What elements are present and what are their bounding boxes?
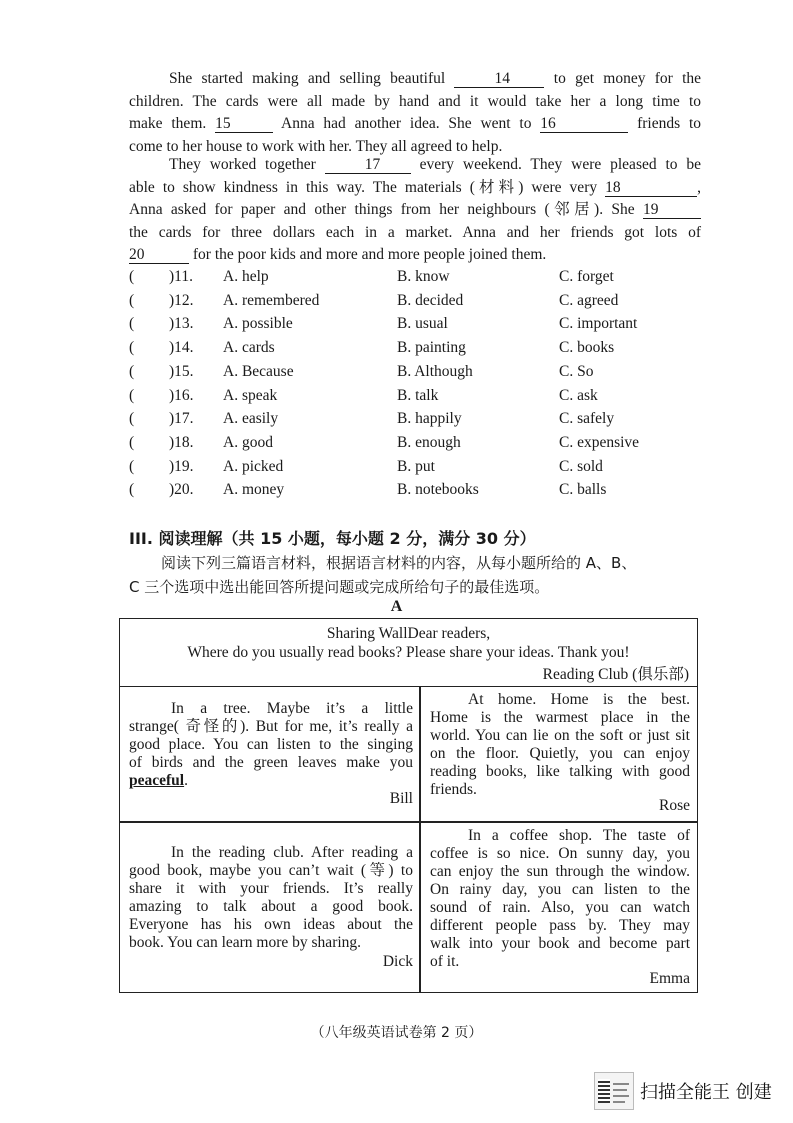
option-a: A. picked: [223, 457, 284, 475]
text-line: friends.: [430, 781, 477, 798]
text-line: come to her house to work with her. They all agreed to help.: [129, 137, 503, 155]
blank-20: 20: [129, 246, 189, 264]
author-name: Rose: [659, 797, 690, 814]
text-line: reading books, like talking with good: [430, 763, 690, 780]
blank-17: 17: [325, 156, 411, 174]
text-line: coffee is so nice. On sunny day, you: [430, 845, 690, 862]
option-a: A. help: [223, 268, 269, 285]
text-line: Home is the warmest place in the: [430, 709, 690, 726]
question-number: )20.: [169, 481, 194, 499]
answer-paren: (: [129, 433, 135, 451]
text-line: [129, 154, 701, 177]
sharing-wall-table: [119, 618, 698, 993]
answer-paren: (: [129, 291, 135, 309]
text-line: [129, 772, 413, 790]
author-name: Bill: [389, 790, 413, 807]
column-divider: [419, 687, 421, 992]
text-line: At home. Home is the best.: [468, 691, 690, 708]
sharing-wall-header: [120, 619, 697, 687]
section-title: III. 阅读理解（共 15 小题，每小题 2 分，满分 30 分）: [129, 529, 536, 548]
text-segment: Anna asked for paper and other things from her neighbours (邻居). She: [129, 201, 635, 218]
option-c: C. ask: [559, 386, 598, 404]
option-a: A. good: [223, 433, 273, 451]
cell-dick: [129, 844, 413, 984]
answer-paren: (: [129, 339, 135, 357]
text-line: different people pass by. They may: [430, 917, 690, 934]
text-segment: friends to: [637, 115, 702, 132]
text-line: children. The cards were all made by hand and it would take her a long time to: [129, 92, 701, 110]
question-number: )17.: [169, 410, 194, 428]
text-segment: ,: [697, 178, 701, 196]
text-segment: She started making and selling beautiful: [169, 70, 446, 87]
text-segment: .: [184, 772, 188, 789]
question-number: )18.: [169, 433, 194, 451]
option-c: C. expensive: [559, 433, 640, 451]
author-name: Dick: [382, 953, 413, 970]
option-c: C. balls: [559, 481, 607, 499]
instruction-line: 阅读下列三篇语言材料，根据语言材料的内容，从每小题所给的 A、B、: [161, 554, 637, 572]
blank-15: 15: [215, 115, 273, 133]
question-number: )11.: [169, 268, 193, 285]
option-b: B. happily: [397, 410, 462, 428]
option-b: B. painting: [397, 339, 466, 357]
text-line: [129, 199, 701, 222]
text-segment: every weekend. They were pleased to be: [419, 156, 702, 173]
text-line: of it.: [430, 953, 460, 970]
option-a: A. remembered: [223, 291, 320, 309]
option-c: C. forget: [559, 268, 614, 285]
underlined-word: peaceful: [129, 772, 185, 789]
option-b: B. decided: [397, 291, 464, 309]
scanner-logo-icon: [594, 1072, 634, 1110]
blank-18: 18: [605, 179, 697, 197]
option-c: C. agreed: [559, 291, 619, 309]
option-c: C. sold: [559, 457, 603, 475]
text-line: of birds and the green leaves make you: [129, 754, 413, 771]
text-segment: for the poor kids and more and more people joined them.: [192, 246, 547, 263]
text-line: world. You can lie on the soft or just sit: [430, 727, 690, 744]
sharing-wall-heading: Sharing WallDear readers,: [326, 625, 491, 642]
answer-paren: (: [129, 315, 135, 333]
option-a: A. cards: [223, 339, 275, 357]
text-line: strange( 奇怪的). But for me, it’s really a: [129, 718, 413, 735]
option-c: C. books: [559, 339, 615, 357]
option-b: B. notebooks: [397, 481, 479, 499]
text-line: [129, 113, 701, 136]
answer-paren: (: [129, 481, 135, 499]
text-line: can enjoy the sun through the window.: [430, 863, 690, 880]
option-row: [129, 387, 709, 410]
text-line: book. You can learn more by sharing.: [129, 934, 362, 951]
text-line: [129, 244, 701, 267]
cell-bill: [129, 700, 413, 812]
text-line: on the floor. Quietly, you can enjoy: [430, 745, 690, 762]
text-line: Everyone has his own ideas about the: [129, 916, 413, 933]
option-row: [129, 481, 709, 504]
text-line: In a coffee shop. The taste of: [468, 827, 690, 844]
text-line: In a tree. Maybe it’s a little: [171, 700, 413, 717]
option-row: [129, 292, 709, 315]
cloze-paragraph-2: [129, 154, 701, 267]
option-b: B. enough: [397, 433, 461, 451]
text-segment: to get money for the: [553, 70, 702, 87]
text-line: amazing to talk about a good book.: [129, 898, 413, 915]
qr-code-icon: [598, 1079, 610, 1103]
scanner-brand: 扫描全能王 创建: [640, 1082, 772, 1103]
question-number: )13.: [169, 315, 194, 333]
passage-label: A: [390, 598, 403, 615]
question-number: )19.: [169, 457, 194, 475]
option-row: [129, 363, 709, 386]
page-footer: （八年级英语试卷第 2 页）: [310, 1025, 483, 1041]
option-row: [129, 315, 709, 338]
text-segment: They worked together: [169, 156, 316, 173]
text-line: [129, 68, 701, 91]
text-line: walk into your book and become part: [430, 935, 690, 952]
text-line: On rainy day, you can listen to the: [430, 881, 690, 898]
option-row: [129, 434, 709, 457]
text-segment: Anna had another idea. She went to: [281, 115, 532, 132]
text-segment: make them.: [129, 115, 207, 132]
option-b: B. usual: [397, 315, 448, 333]
option-c: C. So: [559, 362, 594, 380]
blank-16: 16: [540, 115, 628, 133]
instruction-line: C 三个选项中选出能回答所提问题或完成所给句子的最佳选项。: [129, 578, 550, 596]
text-line: sound of rain. Also, you can watch: [430, 899, 690, 916]
blank-14: 14: [454, 70, 544, 88]
answer-paren: (: [129, 362, 135, 380]
text-line: the cards for three dollars each in a market. Anna and her friends got lots of: [129, 223, 701, 241]
option-a: A. speak: [223, 386, 278, 404]
answer-paren: (: [129, 268, 135, 285]
question-number: )16.: [169, 386, 194, 404]
text-segment: able to show kindness in this way. The materials (材料) were very: [129, 178, 598, 196]
row-divider: [120, 821, 697, 823]
option-c: C. safely: [559, 410, 615, 428]
sharing-wall-question: Where do you usually read books? Please share your ideas. Thank you!: [187, 644, 630, 661]
cloze-paragraph-1: [129, 68, 701, 158]
text-line: In the reading club. After reading a: [171, 844, 413, 861]
option-row: [129, 268, 709, 291]
text-line: good place. You can listen to the singing: [129, 736, 413, 753]
answer-paren: (: [129, 457, 135, 475]
question-number: )12.: [169, 291, 194, 309]
option-a: A. easily: [223, 410, 279, 428]
option-row: [129, 458, 709, 481]
question-number: )15.: [169, 362, 194, 380]
cell-rose: [430, 691, 690, 816]
cell-emma: [430, 827, 690, 987]
sharing-wall-signature: Reading Club (俱乐部): [542, 666, 689, 683]
option-a: A. Because: [223, 362, 294, 380]
option-c: C. important: [559, 315, 638, 333]
text-line: good book, maybe you can’t wait (等) to: [129, 862, 413, 879]
option-a: A. possible: [223, 315, 293, 333]
text-line: share it with your friends. It’s really: [129, 880, 413, 897]
option-b: B. know: [397, 268, 450, 285]
option-b: B. put: [397, 457, 435, 475]
author-name: Emma: [649, 970, 690, 987]
answer-paren: (: [129, 386, 135, 404]
question-number: )14.: [169, 339, 194, 357]
option-b: B. talk: [397, 386, 439, 404]
option-row: [129, 410, 709, 433]
blank-19: 19: [643, 201, 701, 219]
answer-paren: (: [129, 410, 135, 428]
text-line: [129, 177, 701, 200]
option-row: [129, 339, 709, 362]
option-a: A. money: [223, 481, 285, 499]
option-b: B. Although: [397, 362, 473, 380]
